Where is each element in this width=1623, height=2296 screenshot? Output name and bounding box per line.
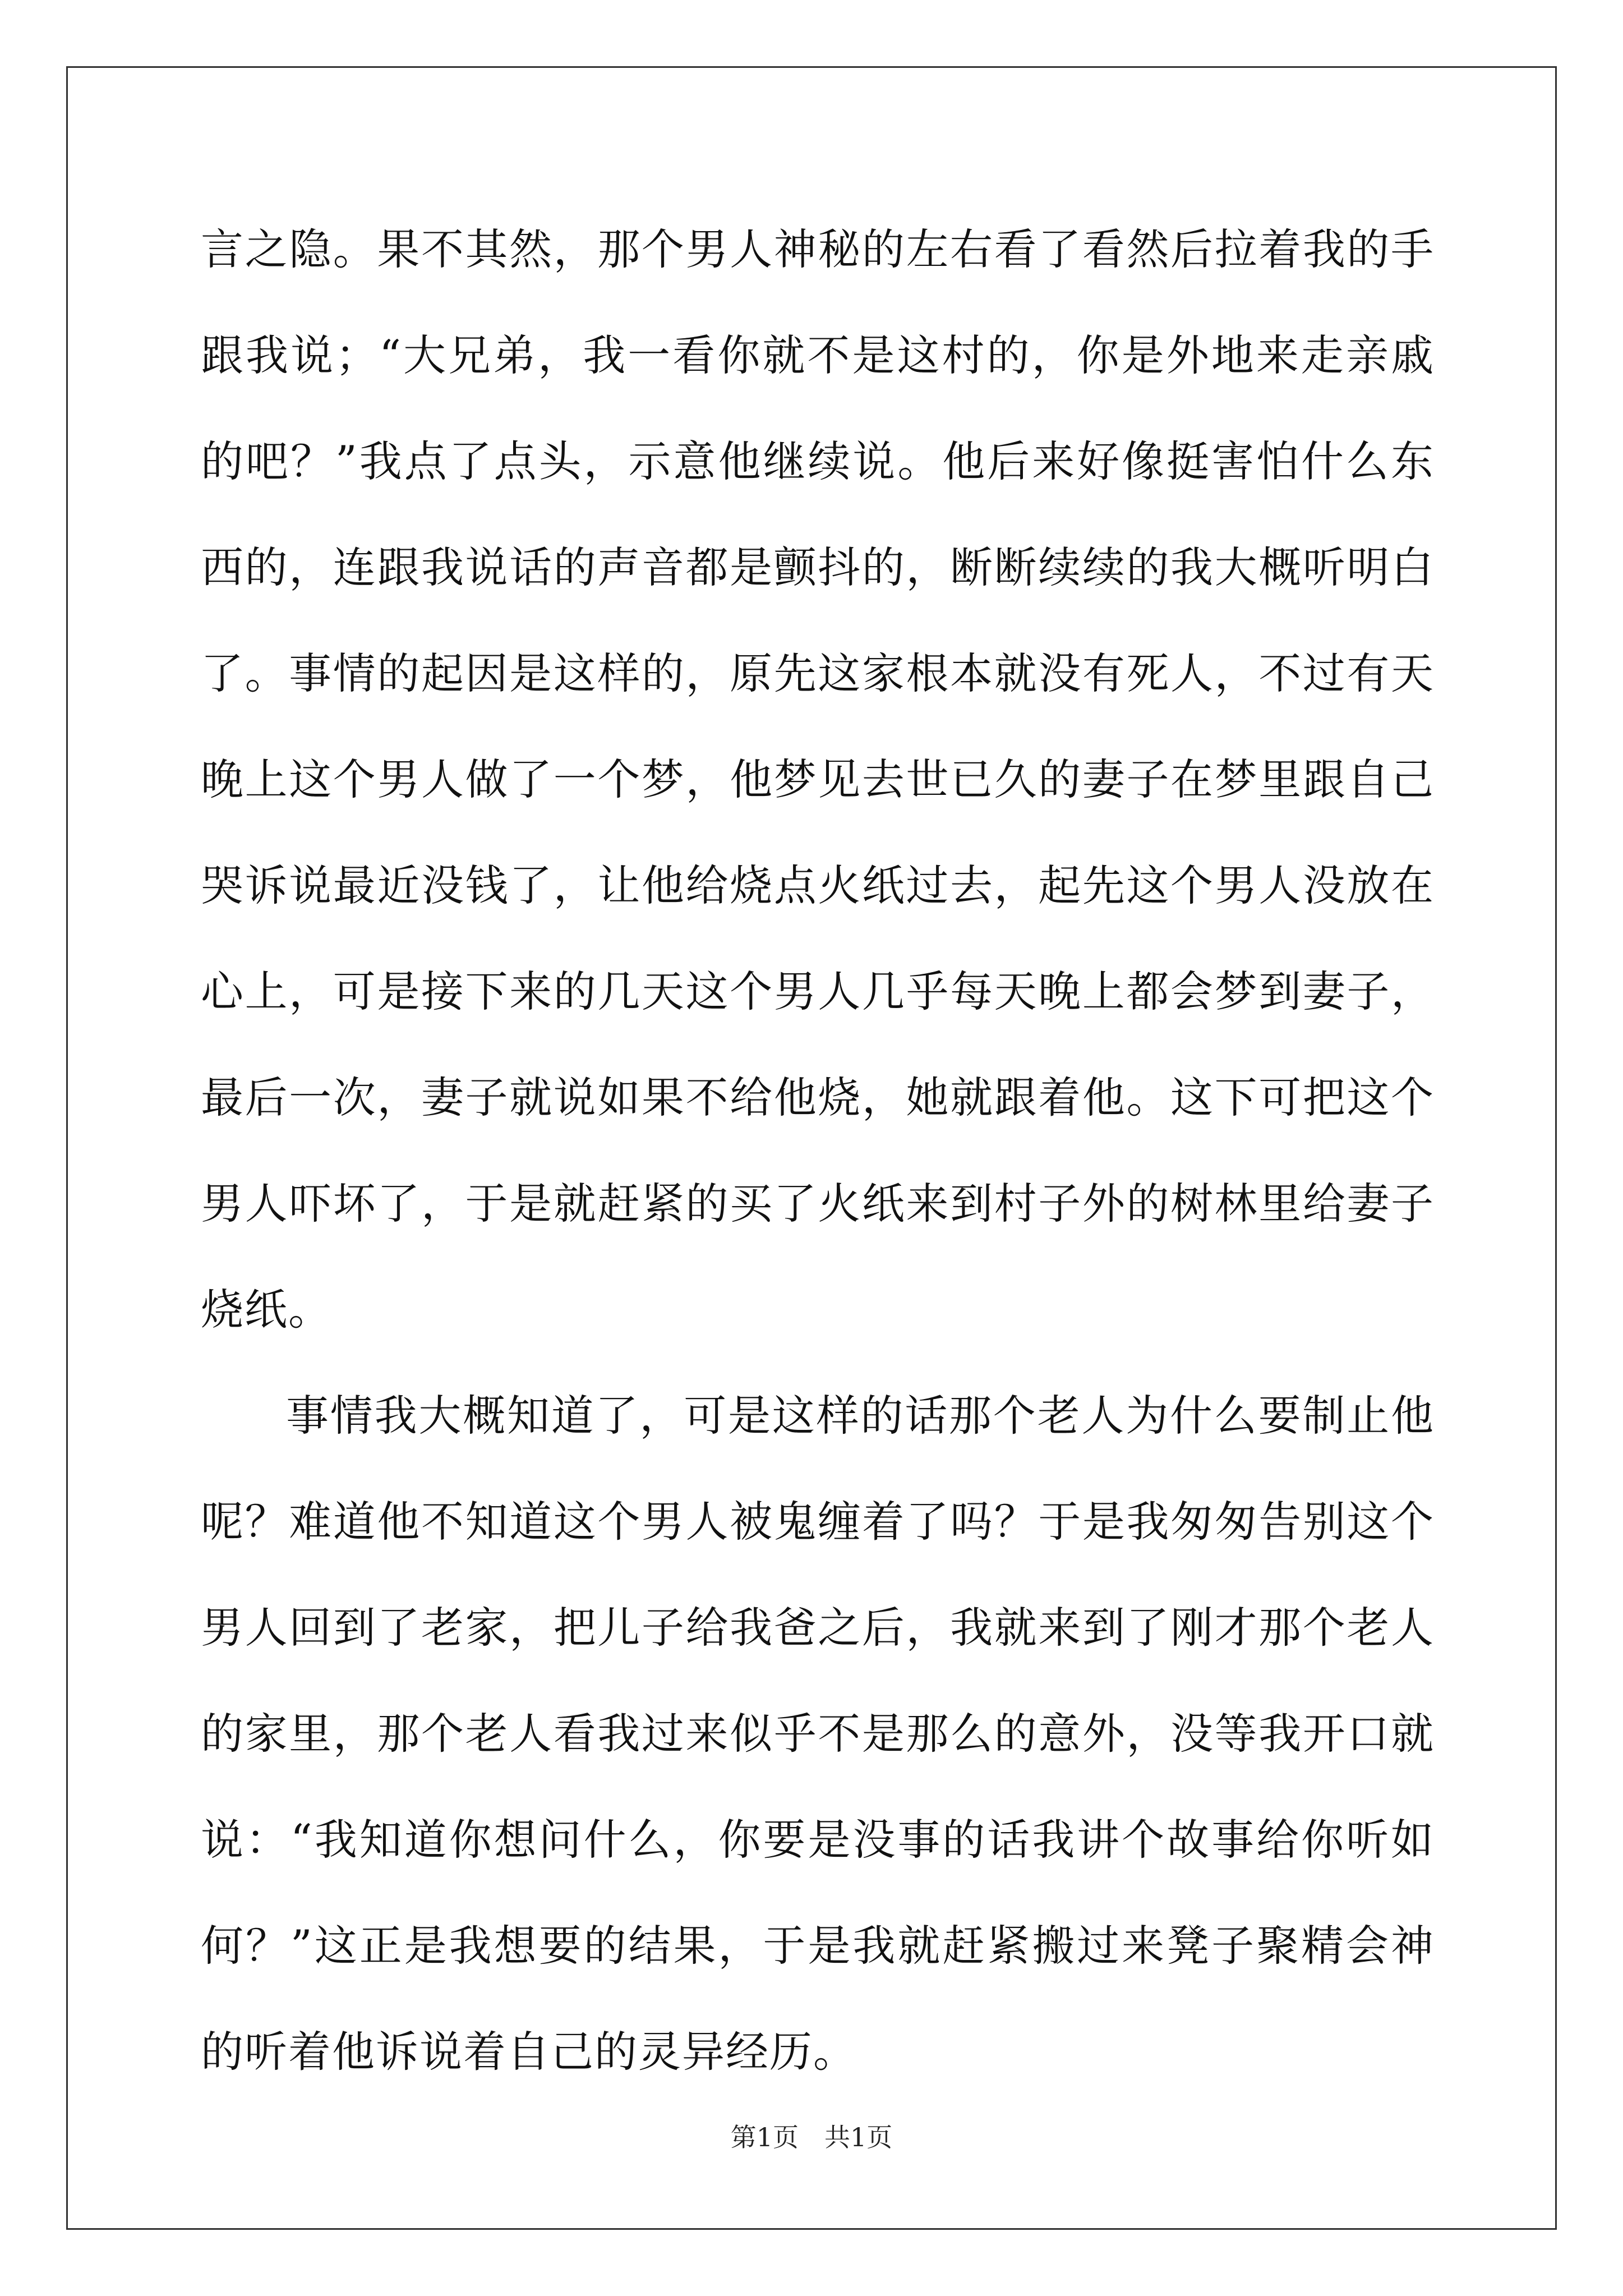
paragraph-1: 言之隐。果不其然，那个男人神秘的左右看了看然后拉着我的手跟我说；“大兄弟，我一看你就不是这村的，你是外地来走亲戚的吧？”我点了点头，示意他继续说。他后来好像挺害怕什么东西的，连跟我说话的声音都是颤抖的，断断续续的我大概听明白了。事情的起因是这样的，原先这家根本就没有死人，不过有天晚上这个男人做了一个梦，他梦见去世已久的妻子在梦里跟自己哭诉说最近没钱了，让他给烧点火纸过去，起先这个男人没放在心上，可是接下来的几天这个男人几乎每天晚上都会梦到妻子，最后一次，妻子就说如果不给他烧，她就跟着他。这下可把这个男人吓坏了，于是就赶紧的买了火纸来到村子外的树林里给妻子烧纸。: [201, 224, 1435, 1335]
document-body: [201, 196, 1435, 2105]
page-number-footer: 第1页 共1页: [730, 2122, 893, 2152]
paragraph-2: 事情我大概知道了，可是这样的话那个老人为什么要制止他呢？难道他不知道这个男人被鬼缠着了吗？于是我匆匆告别这个男人回到了老家，把儿子给我爸之后，我就来到了刚才那个老人的家里，那个老人看我过来似乎不是那么的意外，没等我开口就说：“我知道你想问什么，你要是没事的话我讲个故事给你听如何？”这正是我想要的结果，于是我就赶紧搬过来凳子聚精会神的听着他诉说着自己的灵异经历。: [201, 1391, 1435, 2077]
